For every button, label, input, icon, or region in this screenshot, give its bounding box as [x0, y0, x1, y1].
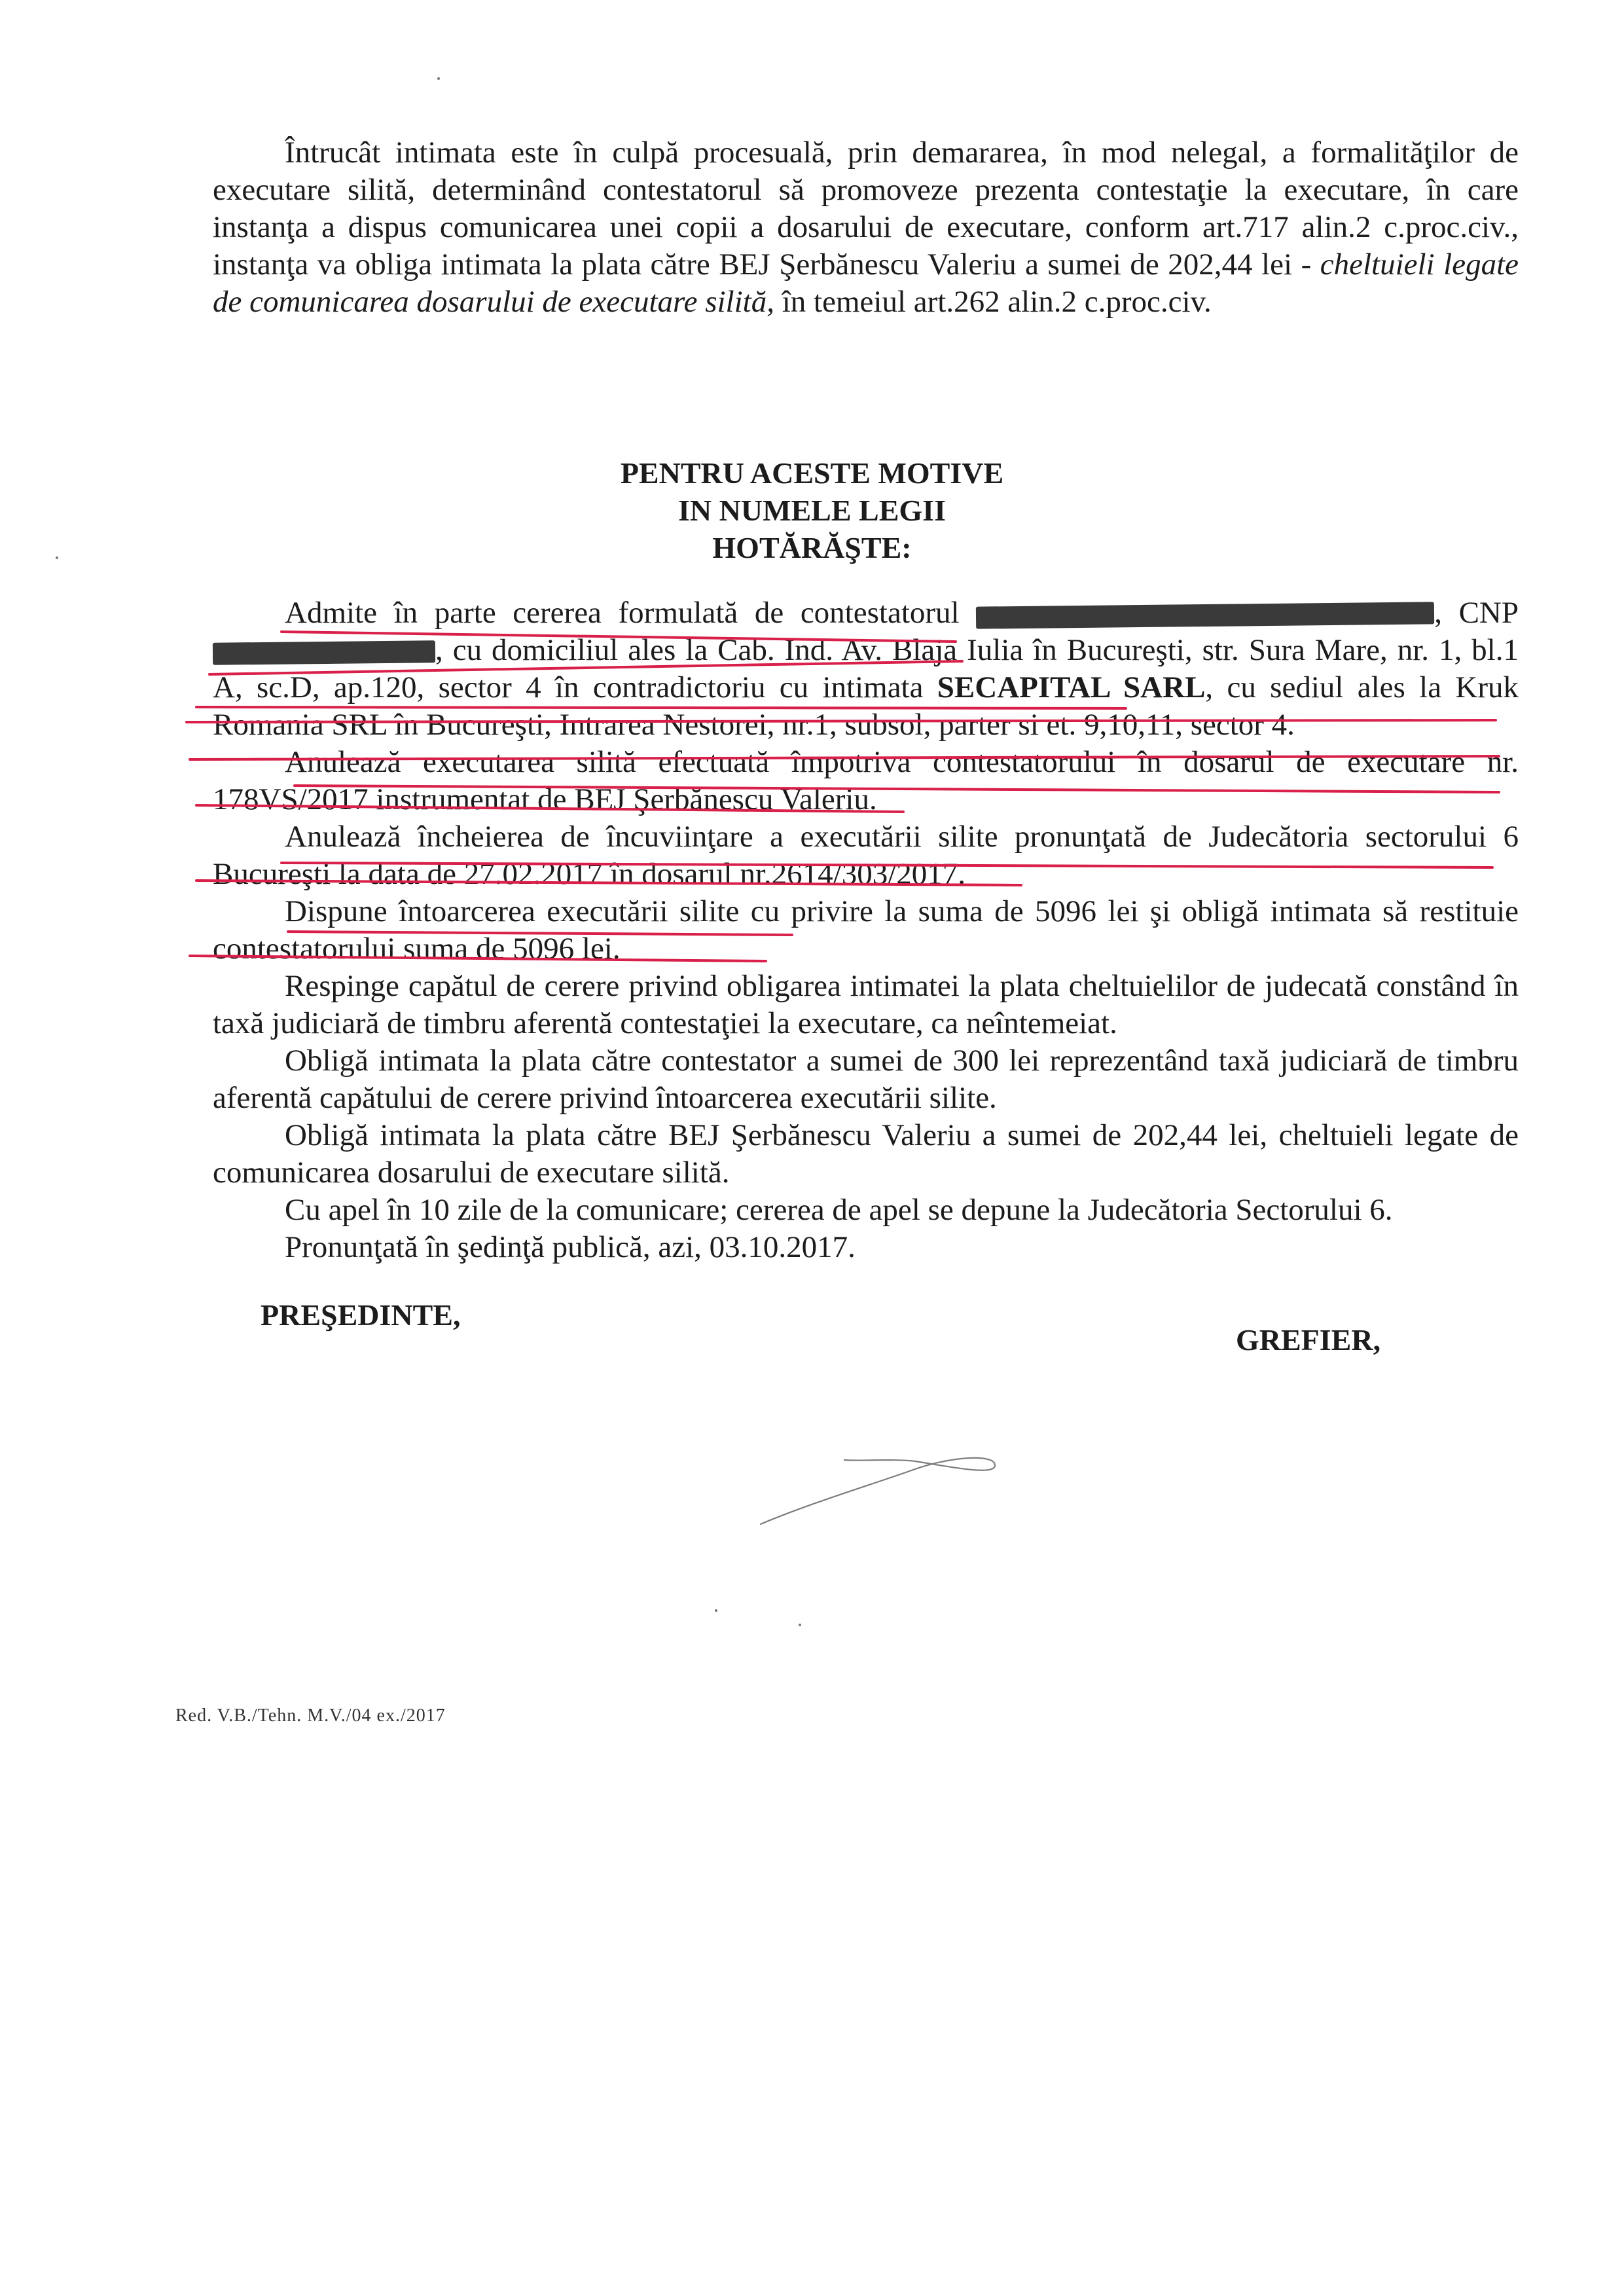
- paragraph-obliga-bej: Obligă intimata la plata către BEJ Şerbănescu Valeriu a sumei de 202,44 lei, cheltuieli legate de comunicarea dosarului de executare silită.: [213, 1118, 1519, 1190]
- intro-legal-basis: în temeiul art.262 alin.2 c.proc.civ.: [774, 285, 1212, 319]
- paragraph-obliga-contestator: Obligă intimata la plata către contestator a sumei de 300 lei reprezentând taxă judiciară de timbru aferentă capătului de cerere privind întoarcerea executării silite.: [213, 1044, 1519, 1115]
- footer-reference: Red. V.B./Tehn. M.V./04 ex./2017: [175, 1705, 446, 1726]
- handwritten-signature: [753, 1447, 1015, 1532]
- admite-text-c: , cu domiciliul ales la Cab. Ind. Av. Blaja Iulia în Bucureşti, str. Sura Mare, nr. 1, bl.1 A, sc.D, ap.120, sector 4 în contradictoriu cu intimata: [213, 633, 1519, 704]
- admite-text-a: Admite în parte cererea formulată de contestatorul: [285, 596, 977, 630]
- redacted-name: [976, 602, 1434, 629]
- paragraph-anuleaza-incheiere: Anulează încheierea de încuviinţare a executării silite pronunţată de Judecătoria sectorului 6 Bucureşti la data de 27.02.2017 în dosarul nr.2614/303/2017.: [213, 820, 1519, 891]
- intro-paragraph: [213, 134, 1519, 321]
- admite-text-d: , cu sediul ales la Kruk Romania SRL în Bucureşti, Intrarea Nestorei, nr.1, subsol, parter si et. 9,10,11, sector 4.: [213, 670, 1519, 742]
- scan-speck: [715, 1609, 717, 1612]
- paragraph-admite: [213, 594, 1519, 744]
- admite-text-b: , CNP: [1434, 596, 1519, 630]
- paragraph-respinge: Respinge capătul de cerere privind obligarea intimatei la plata cheltuielilor de judecată constând în taxă judiciară de timbru aferentă contestaţiei la executare, ca neîntemeiat.: [213, 969, 1519, 1040]
- paragraph-apel: Cu apel în 10 zile de la comunicare; cererea de apel se depune la Judecătoria Sectorului 6.: [285, 1193, 1393, 1227]
- intro-text: Întrucât intimata este în culpă procesuală, prin demararea, în mod nelegal, a formalităţilor de executare silită, determinând contestatorul să promoveze prezenta contestaţie la executare, în care instanţa a dispus comunicarea unei copii a dosarului de executare, conform art.717 alin.2 c.proc.civ., instanţa va obliga intimata la plata către BEJ Şerbănescu Valeriu a sumei de 202,44 lei: [213, 136, 1519, 282]
- paragraph-dispune: Dispune întoarcerea executării silite cu privire la suma de 5096 lei şi obligă intimata să restituie contestatorului suma de 5096 lei.: [213, 894, 1519, 966]
- company-name: SECAPITAL SARL: [937, 670, 1206, 704]
- signature-label-grefier: GREFIER,: [1236, 1323, 1381, 1357]
- redacted-cnp: [213, 640, 435, 665]
- heading-decides: HOTĂRĂŞTE:: [712, 531, 912, 564]
- paragraph-pronuntata: Pronunţată în şedinţă publică, azi, 03.10.2017.: [285, 1230, 856, 1264]
- signature-label-presedinte: PREŞEDINTE,: [261, 1298, 461, 1332]
- intro-italic-text: - cheltuieli legate de comunicarea dosarului de executare silită,: [213, 247, 1519, 319]
- scan-speck: [799, 1624, 801, 1626]
- paragraph-anuleaza-executare: Anulează executarea silită efectuată împotriva contestatorului în dosarul de executare nr. 178VS/2017 instrumentat de BEJ Şerbănescu Valeriu.: [213, 745, 1519, 816]
- heading-law: IN NUMELE LEGII: [678, 494, 946, 527]
- heading-motives: PENTRU ACESTE MOTIVE: [620, 456, 1004, 490]
- scan-speck: [56, 556, 58, 559]
- scan-speck: [437, 77, 440, 80]
